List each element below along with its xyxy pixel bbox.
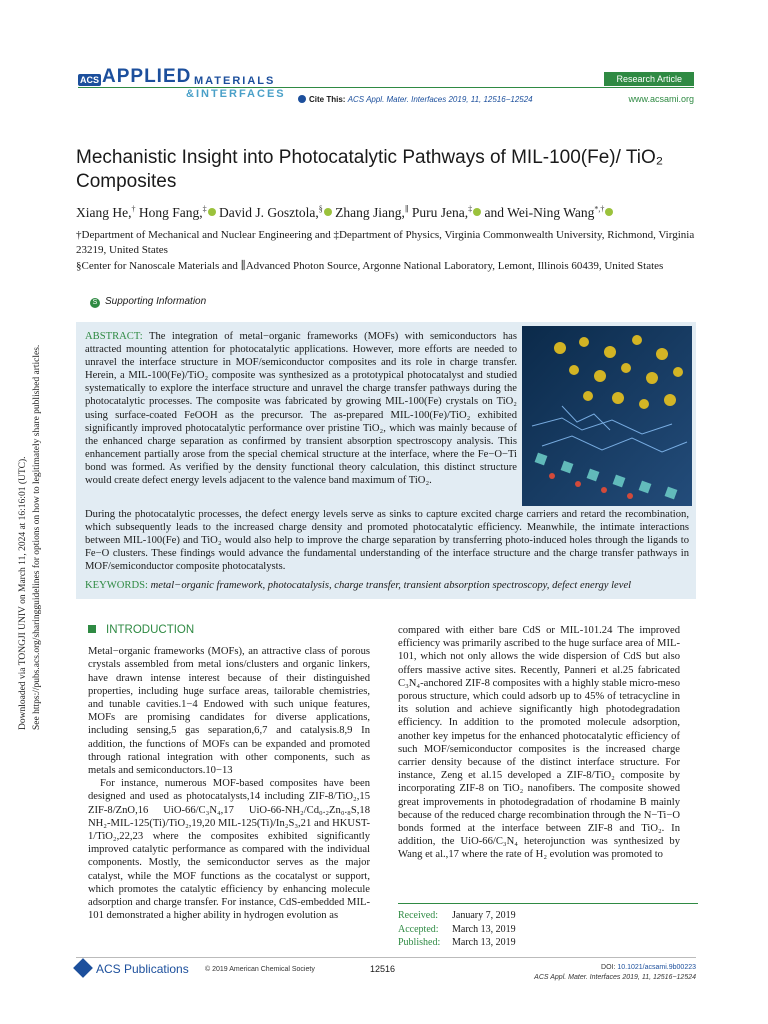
author-list — [76, 200, 696, 222]
download-note-line-2: See https://pubs.acs.org/sharingguidelines for options on how to legitimately share published articles. — [32, 344, 42, 730]
journal-header — [78, 62, 694, 108]
orcid-icon[interactable] — [324, 208, 332, 216]
supporting-information-link[interactable] — [90, 296, 206, 308]
footer-rule — [76, 957, 696, 958]
author[interactable]: Hong Fang,‡ — [139, 205, 216, 220]
section-heading: INTRODUCTION — [88, 624, 370, 637]
orcid-icon[interactable] — [208, 208, 216, 216]
logo-applied: APPLIED — [102, 66, 192, 87]
supporting-info-icon: S — [90, 298, 100, 308]
author[interactable]: and Wei-Ning Wang*,† — [485, 205, 614, 220]
cite-label: Cite This: — [309, 95, 346, 104]
right-column — [398, 624, 680, 862]
page-number: 12516 — [370, 964, 396, 974]
doi-link[interactable]: 10.1021/acsami.9b00223 — [617, 964, 696, 971]
abstract-part-1: The integration of metal−organic frameworks (MOFs) with semiconductors has attracted mounting attention for photocatalytic applications. However, more efforts are needed to unravel the interface structure in MOF/semiconductor composites and its role in charge transfer. Herein, a MIL-100(Fe)/TiO₂ composite was synthesized as a prototypical photocatalyst and studied systematically to explore the interface structure and unravel the charge transfer pathways during the photocatalytic processes. The composite was fabricated by growing MIL-100(Fe) crystals on TiO₂ using surface-coated FeOOH as the precursor. The as-prepared MIL-100(Fe)/TiO₂ exhibited significantly improved photocatalytic performance over pristine TiO₂, which was mainly because of the enhanced charge separation as confirmed by transient absorption spectroscopy analysis. This enhancement partially arose from the special chemical structure at the interface, where the Fe−O−Ti bond was formed. As verified by the density functional theory calculation, this distinct structure would create defect energy levels adjacent to the valence band maximum of TiO₂. — [85, 331, 517, 487]
doi-block: DOI: 10.1021/acsami.9b00223 ACS Appl. Mater. Interfaces 2019, 11, 12516−12524 — [534, 964, 696, 981]
date-accepted: Accepted: March 13, 2019 — [398, 923, 516, 935]
logo-interfaces: &INTERFACES — [186, 88, 286, 100]
cite-icon — [298, 95, 306, 103]
keywords-label: KEYWORDS: — [85, 580, 148, 591]
left-column — [88, 624, 370, 922]
date-published: Published: March 13, 2019 — [398, 937, 516, 949]
article-title: Mechanistic Insight into Photocatalytic Pathways of MIL-100(Fe)/ TiO₂ Composites — [76, 147, 664, 192]
paragraph: compared with either bare CdS or MIL-101.24 The improved efficiency was primarily ascribed to the huge surface area of MIL-101, which not only allows the wide dispersion of CdS but also offers massive active sites. Recently, Panneri et al.25 fabricated C₃N₄-anchored ZIF-8 composites with a highly stable micro-meso porous structure, which could adsorb up to 45% of tetracycline in its solution and achieve significantly high photodegradation efficiency. In addition to the promoted molecule adsorption, another key impetus for the enhanced photocatalytic efficiency of such MOF/semiconductor composites is the increased charge carrier density because of the distinct interface structure. For instance, Zeng et al.15 developed a ZIF-8/TiO₂ composite by incorporating ZIF-8 on TiO₂ nanofibers. The composite showed great improvements in photodegradation of rhodamine B mainly because of the reduced charge recombination through the N−Ti−O bonds formed at the interface between ZIF-8 and TiO₂. In addition, the UiO-66/C₃N₄ heterojunction was synthesized by Wang et al.,17 where the rate of H₂ evolution was promoted to — [398, 625, 680, 861]
paragraph: For instance, numerous MOF-based composites have been designed and used as photocatalysts,14 including ZIF-8/TiO₂,15 ZIF-8/ZnO,16 UiO-66/C₃N₄,17 UiO-66-NH₂/Cd₀.₂Zn₀.₈S,18 NH₂-MIL-125(Ti)/TiO₂,19,20 MIL-125(Ti)/In₂S₃,21 and HKUST-1/TiO₂,22,23 where the composites exhibited significantly improved catalytic performance as compared with the individual components. Mostly, the semiconductor serves as the major catalyst, while the MOF functions as the cocatalyst or support, which promotes the catalytic efficiency by enhancing molecule adsorption and charge transfer. For instance, CdS-embedded MIL-101 demonstrated a higher ability in hydrogen evolution as — [88, 778, 370, 922]
abstract-continuation: During the photocatalytic processes, the defect energy levels serve as sinks to capture excited charge carriers and retard the recombination, which subsequently leads to the increased charge density and promoted photocatalytic efficiency. Meanwhile, the intimate interactions between MIL-100(Fe) and TiO₂ would also help to improve the charge separation by transferring photo-induced holes through the ligands to Fe−O clusters. These findings would advance the fundamental understanding of the interface structure and the charge transfer pathways in MOF/semiconductor composite photocatalysts. — [85, 509, 689, 573]
download-note — [10, 310, 50, 730]
affiliation: †Department of Mechanical and Nuclear Engineering and ‡Department of Physics, Virginia Commonwealth University, Richmond, Virginia 23219, United States — [76, 229, 695, 256]
journal-logo[interactable] — [78, 66, 288, 106]
keywords-text: metal−organic framework, photocatalysis, charge transfer, transient absorption spectroscopy, defect energy level — [150, 580, 632, 591]
section-marker-icon — [88, 625, 96, 633]
acs-publications-logo[interactable]: ACS Publications — [76, 961, 189, 976]
abstract-label: ABSTRACT: — [85, 331, 143, 342]
paragraph: Metal−organic frameworks (MOFs), an attractive class of porous crystals assembled from metal ions/clusters and organic linkers, have drawn intense interest because of their distinguished properties, including huge surface areas, tailorable chemistries, and tunable cavities.1−4 Endowed with such unique features, MOFs are promising candidates for diverse applications, including sensing,5 gas separation,6,7 and catalysis.8,9 In addition, the functions of MOFs can be expanded and promoted through rational integration with other components, such as metals and semiconductors.10−13 — [88, 646, 370, 777]
date-received: Received: January 7, 2019 — [398, 910, 516, 921]
author[interactable]: David J. Gosztola,§ — [219, 205, 332, 220]
article-dates — [398, 903, 698, 950]
article-type-badge: Research Article — [604, 72, 694, 86]
toc-graphic — [522, 326, 692, 506]
footer-citation: ACS Appl. Mater. Interfaces 2019, 11, 12516−12524 — [534, 974, 696, 981]
acs-logo-mark: ACS — [80, 75, 100, 85]
logo-materials: MATERIALS — [194, 75, 276, 87]
cite-this[interactable] — [298, 95, 533, 104]
affiliation: §Center for Nanoscale Materials and ∥Advanced Photon Source, Argonne National Laboratory, Lemont, Illinois 60439, United States — [76, 260, 664, 272]
acs-publications-icon — [73, 958, 93, 978]
supporting-info-label: Supporting Information — [105, 296, 207, 307]
cite-text[interactable]: ACS Appl. Mater. Interfaces 2019, 11, 12516−12524 — [347, 95, 533, 104]
journal-website-link[interactable]: www.acsami.org — [628, 94, 694, 104]
header-rule — [78, 87, 694, 88]
copyright: © 2019 American Chemical Society — [205, 966, 315, 973]
author[interactable]: Puru Jena,‡ — [412, 205, 481, 220]
download-note-line-1: Downloaded via TONGJI UNIV on March 11, 2024 at 16:16:01 (UTC). — [18, 456, 28, 730]
abstract-text — [85, 330, 517, 487]
keywords — [85, 580, 689, 591]
orcid-icon[interactable] — [605, 208, 613, 216]
author[interactable]: Zhang Jiang,∥ — [335, 204, 409, 220]
author[interactable]: Xiang He,† — [76, 204, 136, 220]
orcid-icon[interactable] — [473, 208, 481, 216]
